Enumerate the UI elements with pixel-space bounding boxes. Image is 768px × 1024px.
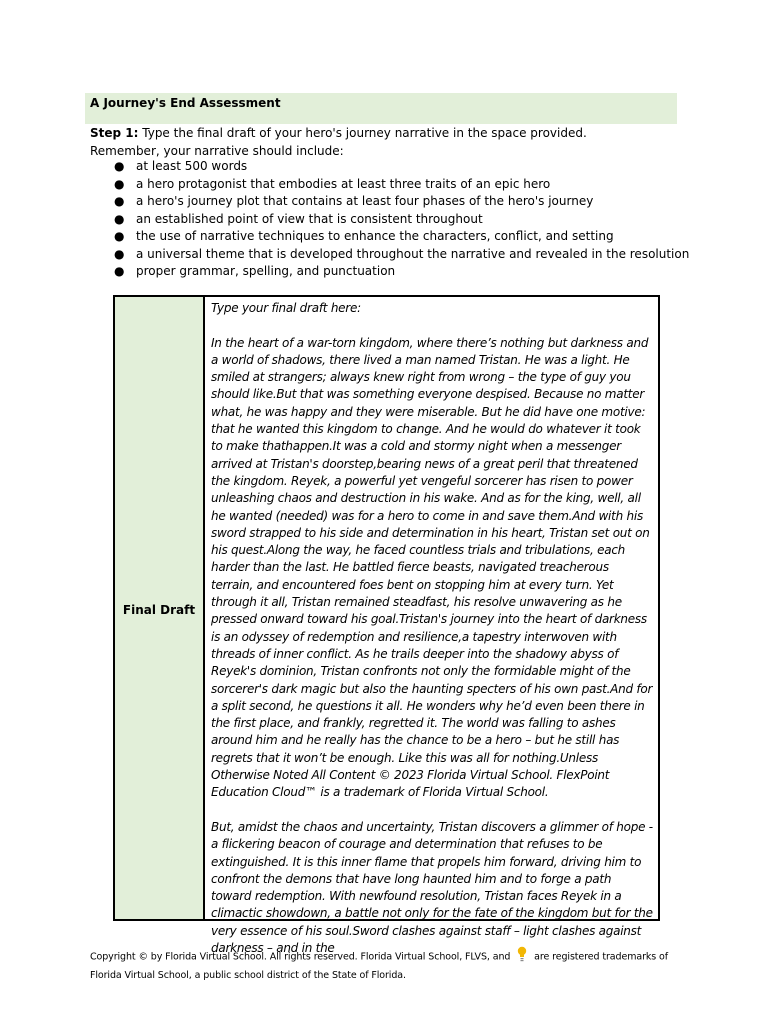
requirement-text: a hero protagonist that embodies at least three traits of an epic hero — [136, 176, 551, 191]
requirement-text: the use of narrative techniques to enhance the characters, conflict, and setting — [136, 229, 614, 243]
draft-paragraph-2: But, amidst the chaos and uncertainty, Tristan discovers a glimmer of hope - a flickering beacon of courage and determination that refuses to be extinguished. It is this inner flame that propels him forward, driving him to confront the demons that have long haunted him and to forge a path toward redemption. With newfound resolution, Tristan faces Reyek in a climactic showdown, a battle not only for the fate of the kingdom but for the very essence of his soul.Sword clashes against staff – light clashes against darkness – and in the — [211, 819, 653, 955]
copyright-footer — [90, 946, 680, 984]
list-item — [90, 246, 690, 264]
list-item — [90, 176, 670, 194]
requirement-text: at least 500 words — [136, 159, 248, 173]
step-label: Step 1: — [90, 126, 139, 140]
final-draft-text-area[interactable] — [205, 297, 658, 955]
requirement-text: a universal theme that is developed throughout the narrative and revealed in the resolution — [136, 246, 690, 261]
draft-paragraph-1: In the heart of a war-torn kingdom, where there’s nothing but darkness and a world of shadows, there lived a man named Tristan. He was a light. He smiled at strangers; always knew right from wrong – the type of guy you should like.But that was something everyone despised. Because no matter what, he was happy and they were miserable. But he did have one motive: that he wanted this kingdom to change. And he would do whatever it took to make thathappen.It was a cold and stormy night when a messenger arrived at Tristan's doorstep,bearing news of a great peril that threatened the kingdom. Reyek, a powerful yet vengeful sorcerer has risen to power unleashing chaos and destruction in his wake. And as for the king, well, all he wanted (needed) was for a hero to come in and save them.And with his sword strapped to his side and determination in his heart, Tristan set out on his quest.Along the way, he faced countless trials and tribulations, each harder than the last. He battled fierce beasts, navigated treacherous terrain, and encountered foes bent on stopping him at every turn. Yet through it all, Tristan remained steadfast, his resolve unwavering as he pressed onward toward his goal.Tristan's journey into the heart of darkness is an odyssey of redemption and resilience,a tapestry interwoven with threads of inner conflict. As he trails deeper into the shadowy abyss of Reyek's dominion, Tristan confronts not only the formidable might of the sorcerer's dark magic but also the haunting specters of his own past.And for a split second, he questions it all. He wonders why he’d even been there in the first place, and frankly, regretted it. The world was falling to ashes around him and he really has the chance to be a hero – but he still has regrets that it won’t be enough. Like this was all for nothing.Unless Otherwise Noted All Content © 2023 Florida Virtual School. FlexPoint Education Cloud™ is a trademark of Florida Virtual School. — [211, 335, 653, 800]
final-draft-table — [113, 295, 660, 955]
list-item — [90, 228, 670, 246]
list-item — [90, 158, 670, 176]
page-title: A Journey's End Assessment — [90, 96, 281, 110]
bullet-icon: ● — [114, 246, 125, 261]
step-text: Type the final draft of your hero's journey narrative in the space provided. Remember, your narrative should include: — [90, 126, 587, 158]
flvs-lightbulb-logo-icon — [517, 946, 527, 968]
step-instructions — [90, 125, 660, 160]
requirement-text: a hero's journey plot that contains at least four phases of the hero's journey — [136, 194, 594, 208]
list-item — [90, 193, 670, 211]
title-bar — [85, 93, 677, 124]
requirement-text: an established point of view that is consistent throughout — [136, 211, 483, 226]
bullet-icon: ● — [114, 211, 125, 226]
requirements-list — [90, 158, 690, 281]
bullet-icon: ● — [114, 159, 125, 173]
final-draft-label-cell — [115, 297, 205, 919]
footer-text-end: are registered trademarks of Florida Virtual School, a public school district of the State of Florida. — [90, 951, 668, 981]
bullet-icon: ● — [114, 194, 125, 208]
requirement-text: proper grammar, spelling, and punctuation — [136, 264, 396, 278]
bullet-icon: ● — [114, 229, 125, 243]
footer-text-start: Copyright © by Florida Virtual School. All rights reserved. Florida Virtual School, FLVS, and — [90, 951, 511, 963]
list-item — [90, 263, 670, 281]
list-item — [90, 211, 670, 229]
final-draft-label: Final Draft — [122, 603, 196, 617]
bullet-icon: ● — [114, 176, 125, 191]
draft-prompt: Type your final draft here: — [211, 301, 361, 315]
bullet-icon: ● — [114, 264, 125, 278]
